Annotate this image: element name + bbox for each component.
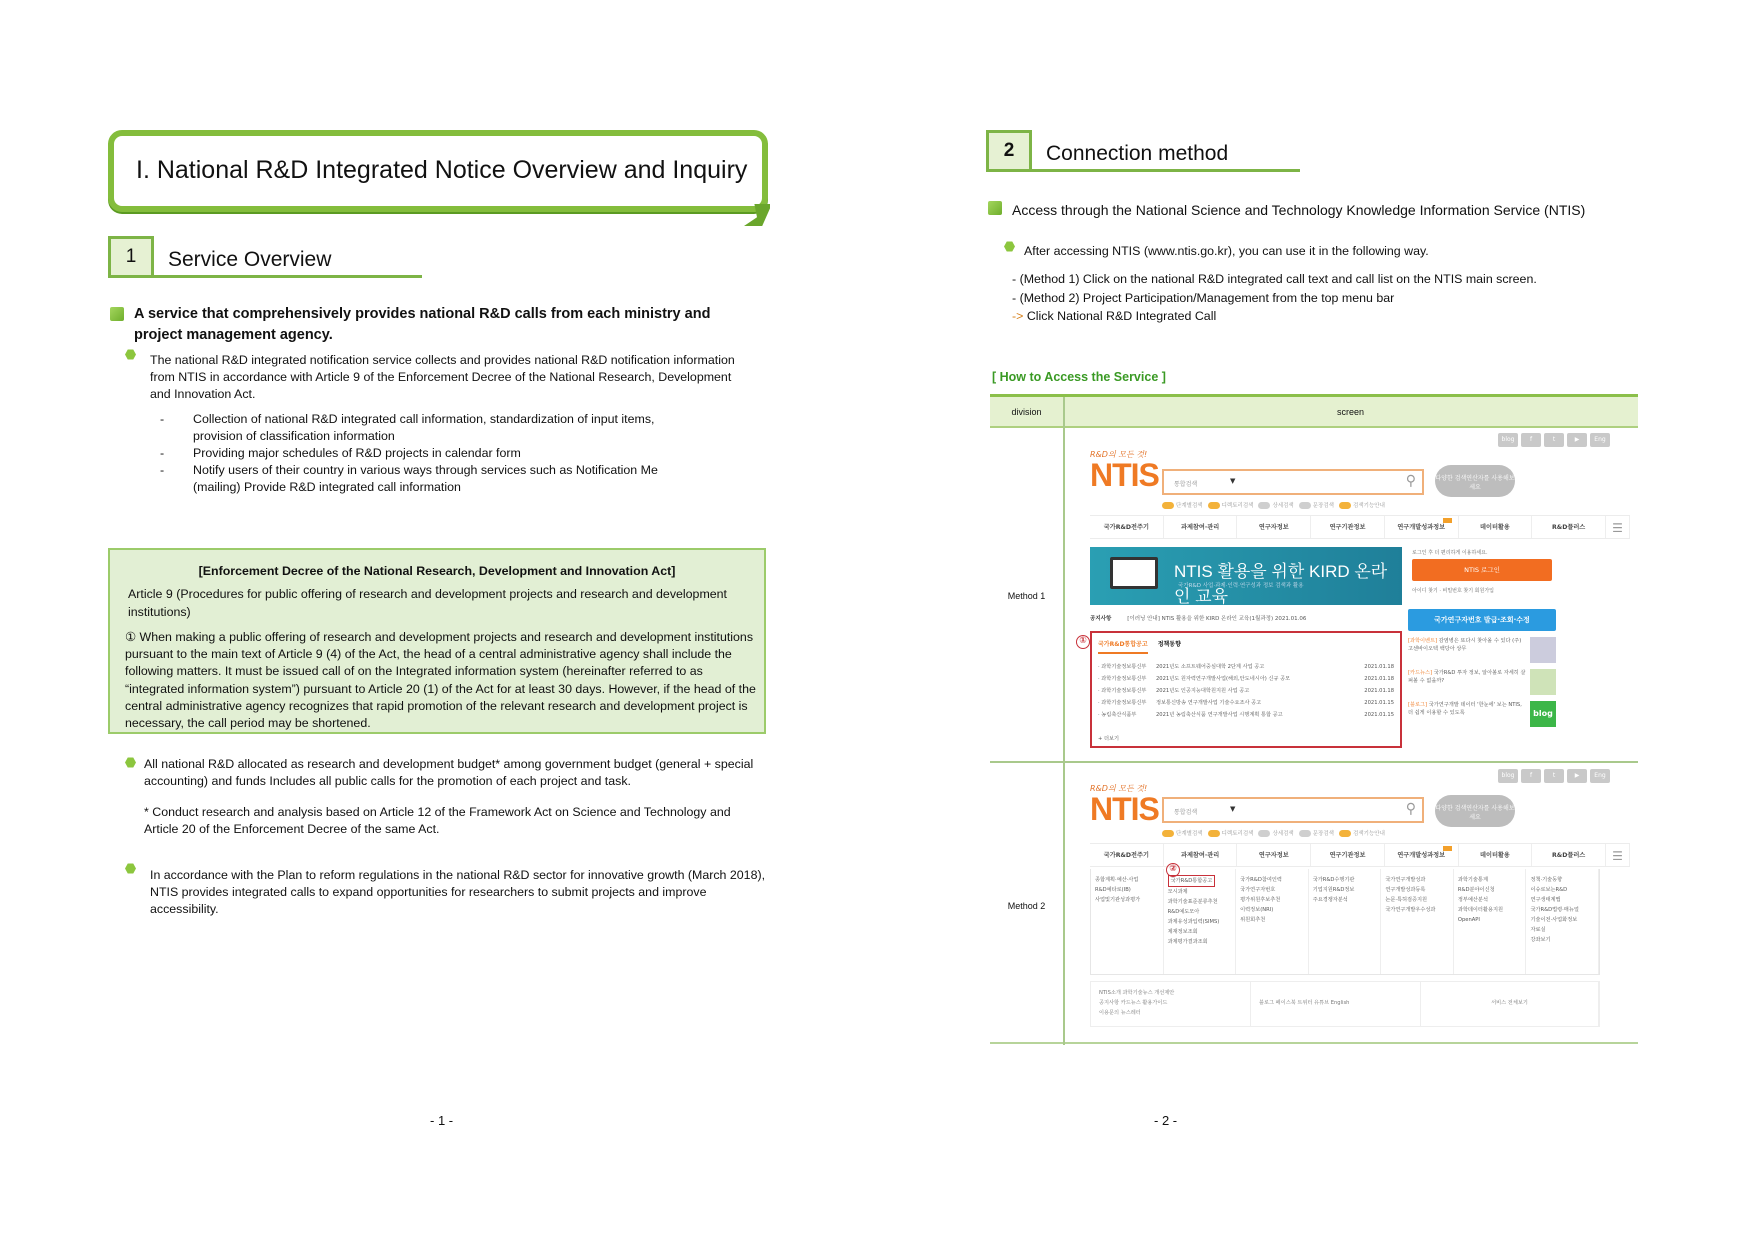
mega-menu-dropdown	[1090, 869, 1600, 975]
footer-links[interactable]: NTIS소개 과학기술뉴스 개선제안 공지사항 카드뉴스 활용가이드 이용문의 뉴스레터	[1091, 982, 1251, 1026]
sns-links	[1498, 769, 1610, 783]
decree-article: Article 9 (Procedures for public offering of research and development projects and research and development institutions)	[128, 587, 727, 619]
page-2	[876, 0, 1752, 1240]
hex-bullet-icon	[1004, 241, 1015, 252]
table-caption: [ How to Access the Service ]	[992, 370, 1166, 384]
new-badge-icon	[1443, 518, 1452, 523]
chapter-title: I. National R&D Integrated Notice Overview and Inquiry	[136, 156, 748, 184]
blog-icon[interactable]: blog	[1498, 433, 1518, 447]
researcher-number-button[interactable]: 국가연구자번호 발급·조회·수정	[1408, 609, 1556, 631]
section-header-2	[986, 130, 1300, 172]
menu-column: 국가R&D수행기관 기업지원R&D정보 주요경쟁자분석	[1309, 869, 1382, 974]
menu-item[interactable]: 연구기관정보	[1311, 844, 1385, 866]
access-sub: After accessing NTIS (www.ntis.go.kr), you can use it in the following way.	[1024, 244, 1429, 258]
page-number: - 2 -	[1154, 1113, 1178, 1128]
intro-paragraph: The national R&D integrated notification service collects and provides national R&D notification information from NTIS in accordance with Article 9 of the Enforcement Decree of the National Research, Development and Innovation Act.	[150, 353, 735, 401]
menu-item-project-participation[interactable]: 과제참여·관리	[1164, 844, 1238, 866]
menu-item[interactable]: 연구기관정보	[1311, 516, 1385, 538]
facebook-icon[interactable]: f	[1521, 433, 1541, 447]
facebook-icon[interactable]: f	[1521, 769, 1541, 783]
page-number: - 1 -	[430, 1113, 454, 1128]
arrow-icon: ->	[1012, 309, 1024, 323]
menu-column: 국가R&D통합공고 모시과제 과학기술표준분류추천 R&D예도모아 과제유성과입력(SIMS) 제재정보조회 과제평가결과조회	[1164, 869, 1237, 974]
ntis-slogan: R&D의 모든 것!	[1090, 450, 1148, 459]
search-options	[1162, 501, 1385, 509]
menu-column: 종합계획·예산·사업 R&D예타로(IB) 사업및기관성과평가	[1091, 869, 1164, 974]
hamburger-menu-icon[interactable]: ☰	[1606, 844, 1630, 866]
view-all-services-link[interactable]: 서비스 전체보기	[1421, 982, 1599, 1026]
search-tip-bubble: 다양한 검색연산자를 사용해보세요	[1435, 465, 1515, 497]
sns-links	[1498, 433, 1610, 447]
search-option[interactable]: 디렉토리검색	[1208, 501, 1254, 509]
section-header-1	[108, 236, 422, 278]
call-row[interactable]: · 과학기술정보통신부 2021년도 인공지능대학원지원 사업 공고 2021.01.18	[1098, 688, 1394, 694]
ntis-search-input[interactable]	[1162, 469, 1424, 495]
mega-menu-footer	[1090, 981, 1600, 1027]
search-option[interactable]: 단계별검색	[1162, 829, 1203, 837]
call-list	[1098, 661, 1394, 721]
call-row[interactable]: · 농림축산식품부 2021년 농림축산식품 연구개발사업 시행계획 통합 공고 2021.01.15	[1098, 712, 1394, 718]
access-method-table	[990, 394, 1638, 1044]
method-1-text: - (Method 1) Click on the national R&D integrated call text and call list on the NTIS main screen.	[1012, 272, 1537, 286]
notice-line[interactable]: 공지사항 [이러닝 안내] NTIS 활용을 위한 KIRD 온라인 교육(1월과정) 2021.01.06	[1090, 616, 1307, 622]
hex-bullet-icon	[125, 863, 136, 874]
twitter-icon[interactable]: t	[1544, 769, 1564, 783]
integrated-call-menu-link[interactable]: 국가R&D통합공고	[1168, 875, 1216, 887]
speech-tail-decoration	[744, 204, 770, 226]
login-hint: 로그인 후 더 편리하게 이용하세요.	[1412, 550, 1488, 556]
news-panel	[1408, 637, 1556, 733]
feature-item: - Collection of national R&D integrated call information, standardization of input items, provision of classification information	[160, 412, 655, 443]
access-lead: Access through the National Science and Technology Knowledge Information Service (NTIS)	[1012, 202, 1586, 218]
section-number: 1	[108, 236, 154, 278]
method-1-label: Method 1	[1007, 591, 1046, 601]
feature-item: - Providing major schedules of R&D projects in calendar form	[160, 446, 521, 460]
menu-item[interactable]: 데이터활용	[1459, 844, 1533, 866]
menu-column: 과학기술통계 R&D분야이신청 정부예산분석 과학데이터활용지원 OpenAPI	[1454, 869, 1527, 974]
search-option[interactable]: 문장검색	[1299, 501, 1334, 509]
ntis-screenshot-method-1	[1079, 433, 1630, 753]
youtube-icon[interactable]: ▶	[1567, 433, 1587, 447]
ntis-screenshot-method-2	[1090, 769, 1630, 1039]
marker-2: ②	[1166, 863, 1180, 877]
search-icon[interactable]: ⚲	[1405, 801, 1416, 817]
menu-item[interactable]: 국가R&D전주기	[1090, 844, 1164, 866]
dropdown-arrow-icon: ▼	[1230, 805, 1236, 813]
lead-statement: A service that comprehensively provides national R&D calls from each ministry and project management agency.	[134, 306, 711, 343]
reform-note: In accordance with the Plan to reform regulations in the national R&D sector for innovative growth (March 2018), NTIS provides integrated calls to expand opportunities for researchers to submit projects and improve accessibility.	[150, 868, 766, 916]
menu-item[interactable]: R&D플러스	[1532, 844, 1606, 866]
search-option[interactable]: 디렉토리검색	[1208, 829, 1254, 837]
method-2-label: Method 2	[1007, 901, 1046, 911]
tab-integrated-call[interactable]: 국가R&D통합공고	[1098, 641, 1148, 654]
kird-banner[interactable]	[1090, 547, 1402, 605]
feature-list	[150, 411, 710, 496]
hex-bullet-icon	[125, 757, 136, 768]
more-link[interactable]: + 더보기	[1098, 736, 1120, 742]
dropdown-arrow-icon: ▼	[1230, 477, 1236, 485]
search-option[interactable]: 검색기능안내	[1339, 501, 1385, 509]
decree-excerpt-box	[108, 548, 766, 734]
news-item[interactable]: [과학이벤트] 감염병은 또다시 찾아올 수 있다 (주)고센바이오텍 백당아 상무	[1408, 637, 1556, 669]
english-icon[interactable]: Eng	[1590, 433, 1610, 447]
person-photo-icon	[1530, 637, 1556, 663]
decree-title: [Enforcement Decree of the National Research, Development and Innovation Act]	[198, 564, 676, 578]
youtube-icon[interactable]: ▶	[1567, 769, 1587, 783]
menu-column: 국가R&D참여인력 국가연구자번호 평가위원후보추천 이력정보(NRI) 위원회추천	[1236, 869, 1309, 974]
header-screen: screen	[1336, 407, 1364, 417]
section-title: Connection method	[1032, 142, 1300, 172]
laptop-illustration-icon	[1110, 557, 1158, 589]
search-tip-bubble: 다양한 검색연산자를 사용해보세요	[1435, 795, 1515, 827]
ntis-search-input[interactable]: 통합검색 ▼ ⚲	[1162, 797, 1424, 823]
row-divider	[990, 761, 1638, 763]
login-panel	[1408, 547, 1556, 605]
ntis-logo[interactable]: NTIS	[1090, 457, 1159, 493]
call-row[interactable]: · 과학기술정보통신부 2021년도 소프트웨어중심대학 2단계 사업 공고 2021.01.18	[1098, 664, 1394, 670]
card-news-thumbnail-icon	[1530, 669, 1556, 695]
chapter-title-banner	[108, 130, 768, 212]
call-row[interactable]: · 과학기술정보통신부 정보통신방송 연구개발사업 기술수요조사 공고 2021.01.15	[1098, 700, 1394, 706]
table-header-row	[990, 397, 1638, 428]
search-option[interactable]: 문장검색	[1299, 829, 1334, 837]
blog-icon[interactable]: blog	[1498, 769, 1518, 783]
menu-item[interactable]: 연구자정보	[1237, 844, 1311, 866]
decree-paragraph: ① When making a public offering of research and development projects and research and development institutions pursuant to the main text of Article 9 (4) of the Act, the head of a central administrative agency shall include the following matters. It must be issued call of on the Integrated information system (hereinafter referred to as “integrated information system”) pursuant to Article 20 (1) of the Act for at least 30 days. However, if the head of the central administrative agency recognizes that rapid promotion of the relevant research and development project is necessary, the call period may be shortened.	[125, 629, 756, 731]
integrated-call-list-highlight	[1090, 631, 1402, 748]
menu-item[interactable]: 연구개발성과정보	[1385, 516, 1459, 538]
news-item[interactable]: [카드뉴스] 국가R&D 투자 정보, 알아볼로 자세히 살펴볼 수 없을까?	[1408, 669, 1556, 701]
new-badge-icon	[1443, 846, 1452, 851]
column-divider	[1063, 397, 1065, 1045]
section-title: Service Overview	[154, 248, 422, 278]
header-division: division	[1011, 407, 1042, 417]
search-option[interactable]: 상세검색	[1258, 829, 1293, 837]
menu-column: 정책·기술동향 이슈로보는R&D 연구생태계맵 국가R&D법령·매뉴얼 기술이전·사업화정보 자료실 강좌보기	[1526, 869, 1599, 974]
ntis-logo[interactable]: NTIS	[1090, 791, 1159, 827]
hex-bullet-icon	[125, 349, 136, 360]
banner-title: NTIS 활용을 위한 KIRD 온라인 교육	[1174, 562, 1388, 606]
marker-1: ①	[1076, 635, 1090, 649]
blog-badge-icon: blog	[1530, 701, 1556, 727]
search-option[interactable]: 단계별검색	[1162, 501, 1203, 509]
search-option[interactable]: 검색기능안내	[1339, 829, 1385, 837]
english-icon[interactable]: Eng	[1590, 769, 1610, 783]
square-bullet-icon	[110, 307, 124, 321]
menu-item[interactable]: 연구개발성과정보	[1385, 844, 1459, 866]
menu-item[interactable]: R&D플러스	[1532, 516, 1606, 538]
menu-item[interactable]: 국가R&D전주기	[1090, 516, 1164, 538]
menu-item[interactable]: 연구자정보	[1237, 516, 1311, 538]
menu-item[interactable]: 데이터활용	[1459, 516, 1533, 538]
tab-policy-trends[interactable]: 정책동향	[1157, 641, 1181, 648]
news-item[interactable]: [블로그] 국가연구개발 데이터 '한눈에' 보는 NTIS, 더 쉽게 이용할 수 있도록 blog	[1408, 701, 1556, 733]
hamburger-menu-icon[interactable]: ☰	[1606, 516, 1630, 538]
ntis-login-button[interactable]: NTIS 로그인	[1412, 559, 1552, 581]
ntis-slogan: R&D의 모든 것!	[1090, 784, 1148, 793]
ntis-top-menu	[1090, 515, 1630, 539]
menu-item[interactable]: 과제참여·관리	[1164, 516, 1238, 538]
login-links[interactable]: 아이디 찾기 · 비밀번호 찾기 회원가입	[1412, 588, 1494, 594]
twitter-icon[interactable]: t	[1544, 433, 1564, 447]
search-options	[1162, 829, 1385, 837]
footnote: * Conduct research and analysis based on Article 12 of the Framework Act on Science and Technology and Article 20 of the Enforcement Decree of the same Act.	[144, 805, 731, 836]
call-row[interactable]: · 과학기술정보통신부 2021년도 원자력연구개발사업(해외,안도네시아) 신규 공모 2021.01.18	[1098, 676, 1394, 682]
method-2-continuation: -> Click National R&D Integrated Call	[1012, 309, 1217, 323]
budget-note: All national R&D allocated as research and development budget* among government budget (general + special accounting) and funds Includes all public calls for the promotion of each project and task.	[144, 757, 754, 788]
menu-column: 국가연구개발성과 연구개발성과등록 논문·특허검증지원 국가연구개발우수성과	[1381, 869, 1454, 974]
method-2-text: - (Method 2) Project Participation/Management from the top menu bar	[1012, 291, 1395, 305]
search-scope-select[interactable]: 통합검색	[1174, 481, 1198, 488]
call-tabs	[1098, 639, 1181, 648]
banner-subtitle: 국가R&D 사업·과제·인력·연구성과 정보 검색과 활용	[1178, 583, 1304, 589]
section-number: 2	[986, 130, 1032, 172]
search-icon[interactable]: ⚲	[1405, 473, 1416, 489]
footer-social-links[interactable]: 블로그 페이스북 트위터 유튜브 English	[1251, 982, 1421, 1026]
square-bullet-icon	[988, 201, 1002, 215]
search-option[interactable]: 상세검색	[1258, 501, 1293, 509]
feature-item: - Notify users of their country in various ways through services such as Notification Me (mailing) Provide R&D integrated call information	[160, 463, 658, 494]
